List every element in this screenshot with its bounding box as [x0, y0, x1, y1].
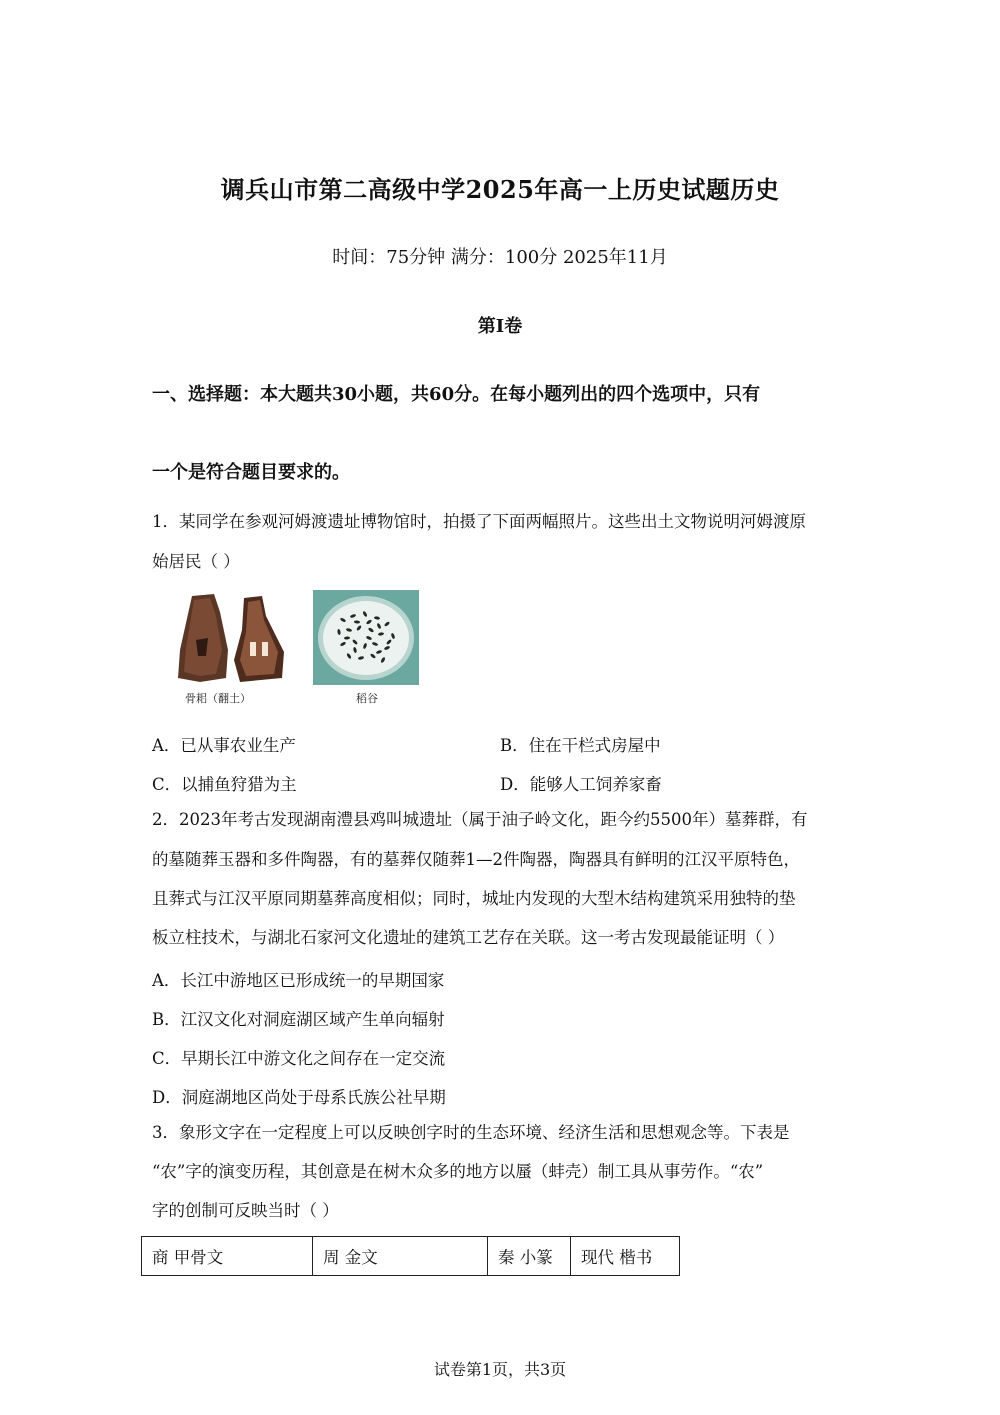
question-2-option-d[interactable]: D．洞庭湖地区尚处于母系氏族公社早期 — [152, 1088, 446, 1107]
question-3-stem-line2: “农”字的演变历程，其创意是在树木众多的地方以蜃（蚌壳）制工具从事劳作。“农” — [152, 1162, 764, 1181]
exam-title: 调兵山市第二高级中学2025年高一上历史试题历史 — [220, 175, 780, 204]
table-cell-small-seal: 秦 小篆 — [488, 1237, 571, 1276]
question-1-option-b[interactable]: B．住在干栏式房屋中 — [500, 736, 661, 755]
question-2-stem-line4: 板立柱技术，与湖北石家河文化遗址的建筑工艺存在关联。这一考古发现最能证明（ ） — [152, 928, 785, 947]
question-2-stem-line1: 2．2023年考古发现湖南澧县鸡叫城遗址（属于油子岭文化，距今约5500年）墓葬群，有 — [152, 810, 808, 829]
question-2-option-b[interactable]: B．江汉文化对洞庭湖区域产生单向辐射 — [152, 1010, 445, 1029]
question-2-option-c[interactable]: C．早期长江中游文化之间存在一定交流 — [152, 1049, 446, 1068]
question-3-stem-line1: 3．象形文字在一定程度上可以反映创字时的生态环境、经济生活和思想观念等。下表是 — [152, 1123, 790, 1142]
table-cell-oracle-bone: 商 甲骨文 — [142, 1237, 313, 1276]
character-evolution-table — [141, 1236, 680, 1276]
table-cell-bronze-inscription: 周 金文 — [313, 1237, 488, 1276]
question-1-option-c[interactable]: C．以捕鱼狩猎为主 — [152, 775, 297, 794]
bone-spade-caption: 骨耜（翻土） — [185, 692, 251, 705]
question-1-option-a[interactable]: A．已从事农业生产 — [152, 736, 296, 755]
table-row — [142, 1237, 680, 1276]
question-2-option-a[interactable]: A．长江中游地区已形成统一的早期国家 — [152, 971, 445, 990]
question-3-stem-line3: 字的创制可反映当时（ ） — [152, 1201, 339, 1220]
question-2-stem-line2: 的墓随葬玉器和多件陶器，有的墓葬仅随葬1—2件陶器，陶器具有鲜明的江汉平原特色， — [152, 850, 800, 869]
question-1-stem-line1: 1．某同学在参观河姆渡遗址博物馆时，拍摄了下面两幅照片。这些出土文物说明河姆渡原 — [152, 512, 806, 531]
page-footer: 试卷第1页，共3页 — [433, 1360, 567, 1379]
question-1-figure — [170, 590, 430, 710]
table-cell-regular-script: 现代 楷书 — [571, 1237, 680, 1276]
rice-grain-caption: 稻谷 — [356, 692, 378, 705]
question-2-stem-line3: 且葬式与江汉平原同期墓葬高度相似；同时，城址内发现的大型木结构建筑采用独特的垫 — [152, 889, 796, 908]
exam-info: 时间：75分钟 满分：100分 2025年11月 — [332, 247, 668, 268]
volume-label: 第I卷 — [477, 316, 523, 337]
section-heading-line2: 一个是符合题目要求的。 — [152, 462, 350, 483]
rice-grain-image — [313, 590, 419, 685]
question-1-option-d[interactable]: D．能够人工饲养家畜 — [500, 775, 662, 794]
section-heading-line1: 一、选择题：本大题共30小题，共60分。在每小题列出的四个选项中，只有 — [152, 384, 761, 405]
question-1-stem-line2: 始居民（ ） — [152, 552, 240, 571]
